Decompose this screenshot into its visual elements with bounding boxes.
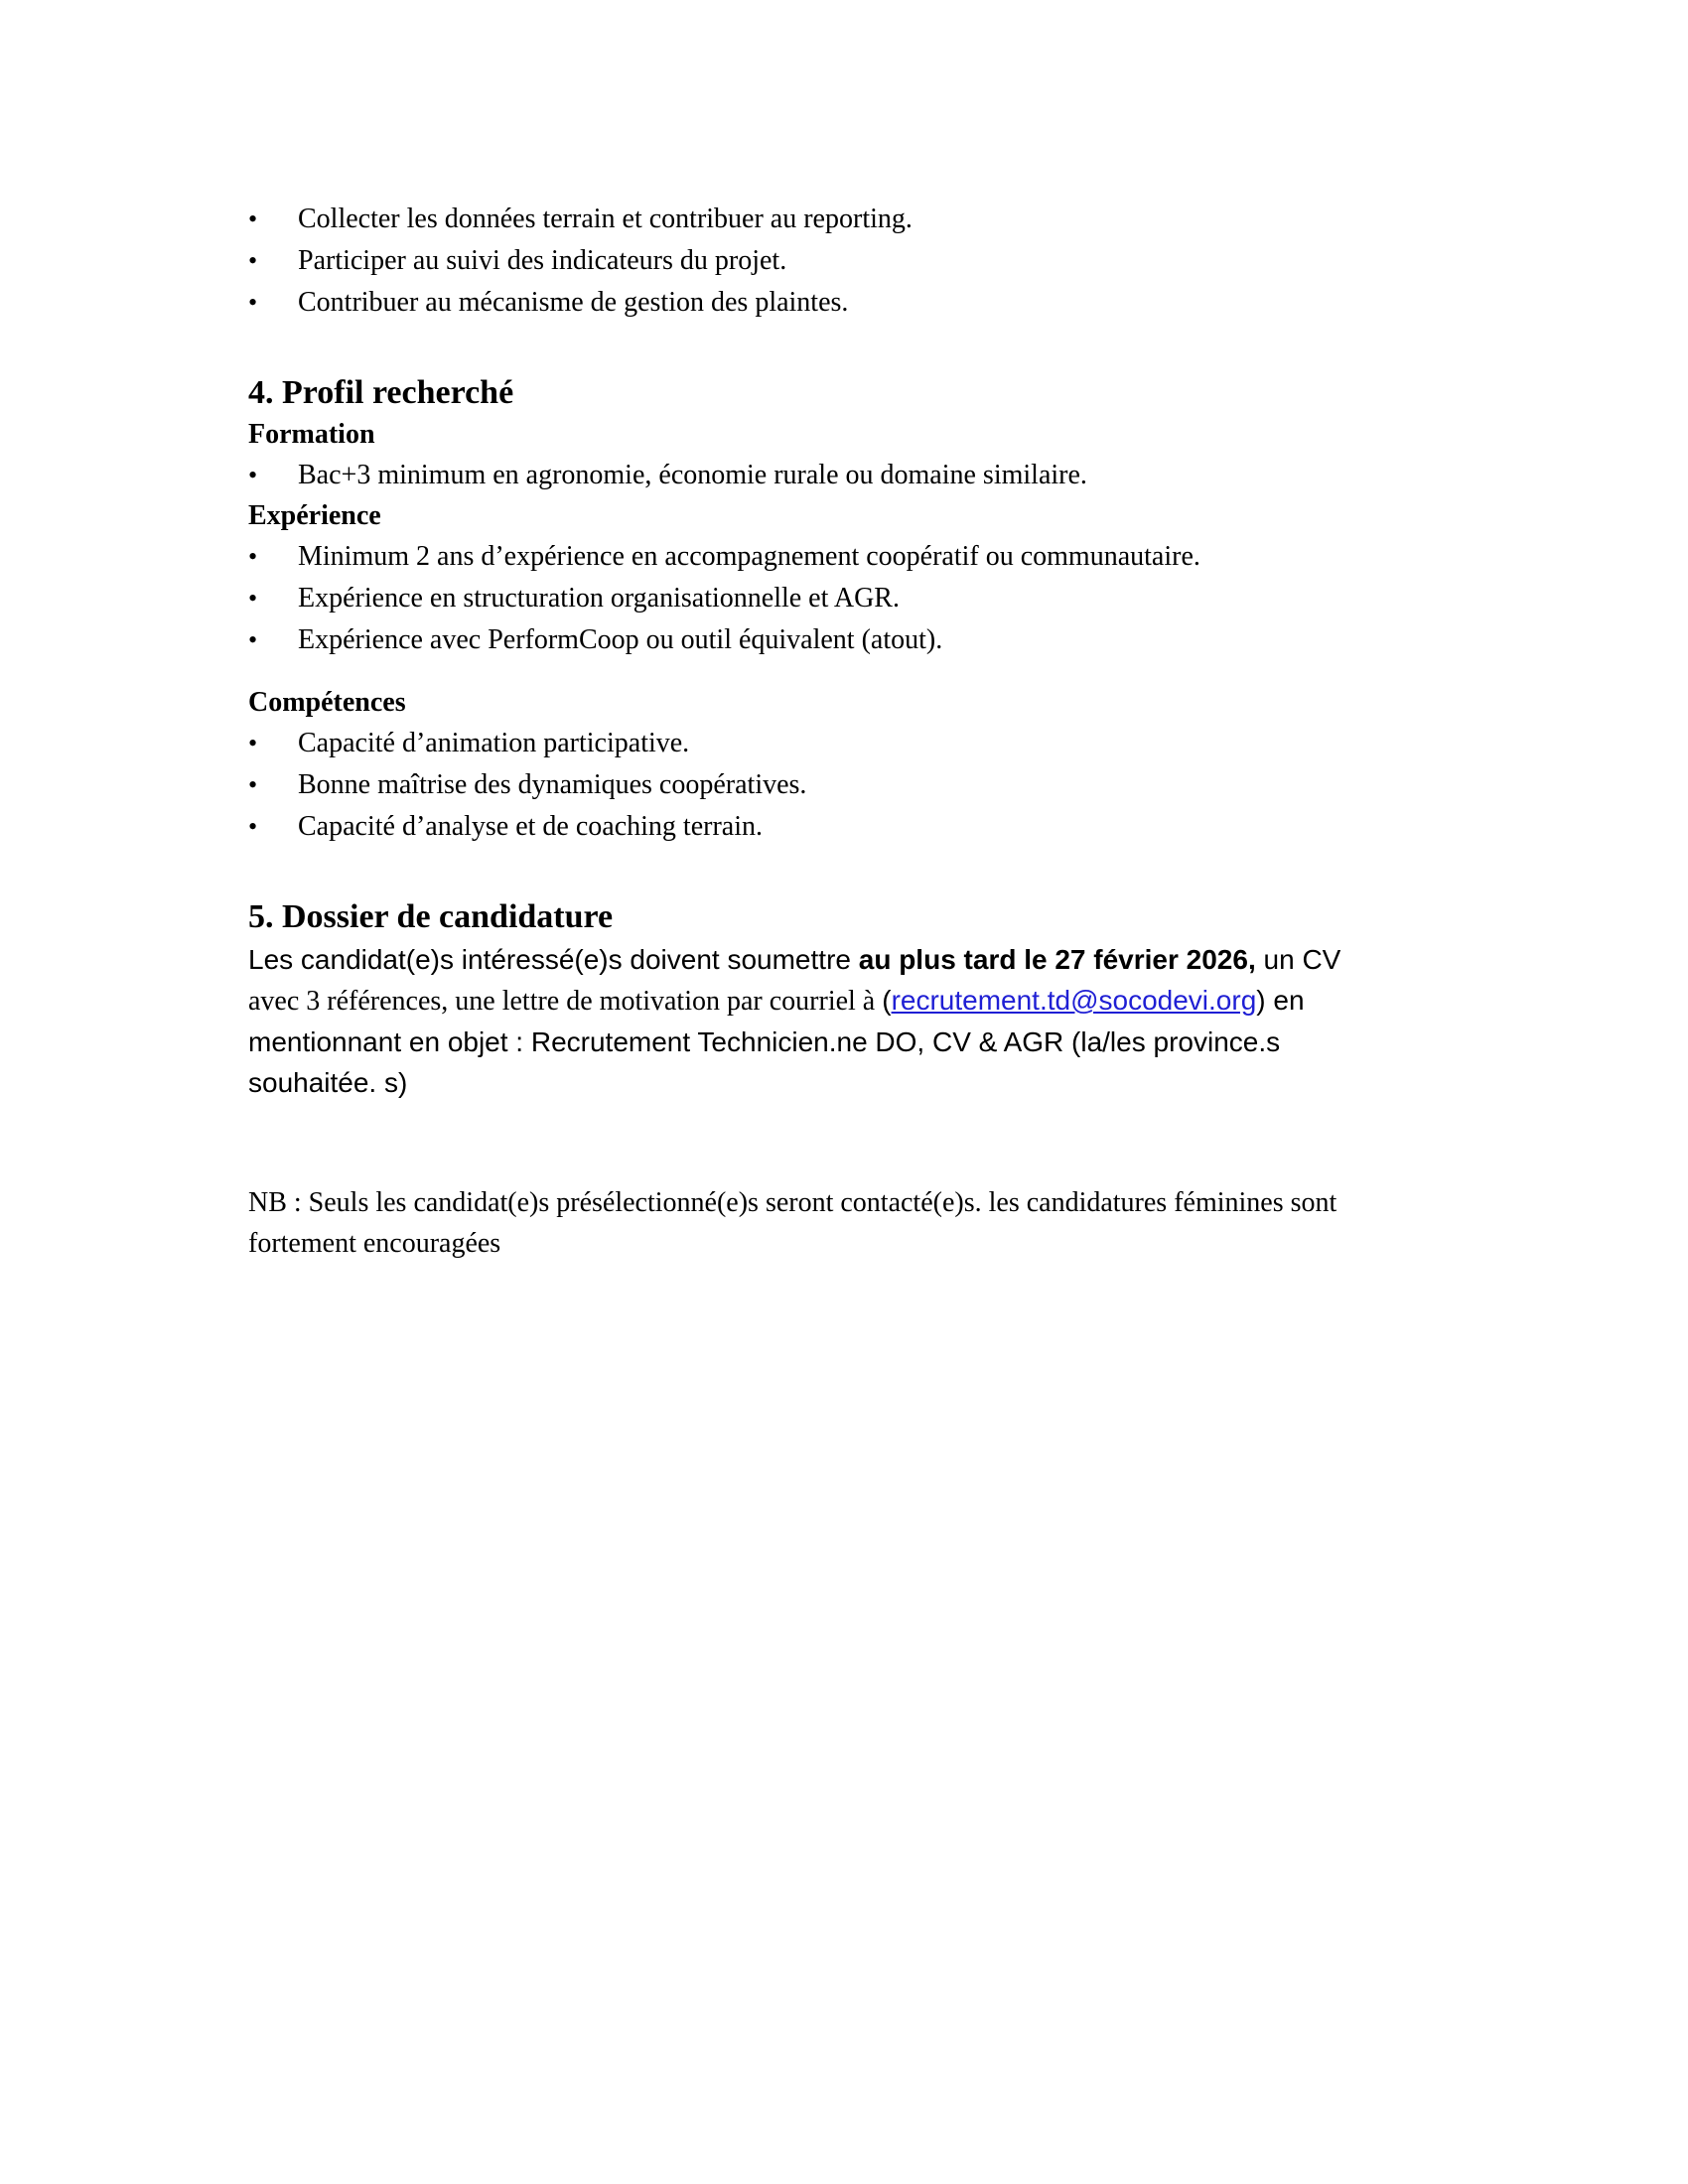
instructions-text: mentionnant en objet : Recrutement Technicien.ne DO, CV & AGR (la/les province.s: [248, 1026, 1281, 1057]
paren-text: (: [882, 985, 892, 1016]
list-item: [248, 282, 1460, 324]
instructions-text: avec 3 références, une lettre de motivation par courriel à: [248, 986, 883, 1017]
bullet-icon: •: [248, 812, 258, 841]
nb-text: fortement encouragées: [248, 1228, 501, 1259]
list-item: [248, 723, 1460, 764]
bullet-icon: •: [248, 288, 258, 317]
bullet-icon: •: [248, 461, 258, 489]
list-item-text: Bac+3 minimum en agronomie, économie rurale ou domaine similaire.: [298, 460, 1087, 490]
bullet-icon: •: [248, 625, 258, 654]
list-item: [248, 199, 1460, 240]
spacer: [248, 661, 1460, 683]
list-item: [248, 619, 1460, 661]
formation-list: [248, 455, 1460, 496]
email-link[interactable]: recrutement.td@socodevi.org: [891, 985, 1257, 1016]
bullet-icon: •: [248, 246, 258, 275]
list-item: [248, 240, 1460, 282]
formation-label: Formation: [248, 419, 375, 450]
list-item: [248, 764, 1460, 806]
list-item-text: Participer au suivi des indicateurs du projet.: [298, 245, 787, 276]
spacer: [248, 1103, 1460, 1182]
list-item-text: Collecter les données terrain et contribuer au reporting.: [298, 204, 913, 234]
section-4-title: 4. Profil recherché: [248, 374, 514, 411]
deadline-text: au plus tard le 27 février 2026,: [858, 944, 1256, 975]
list-item-text: Capacité d’analyse et de coaching terrain.: [298, 811, 763, 842]
competences-list: [248, 723, 1460, 848]
bullet-icon: •: [248, 770, 258, 799]
list-item: [248, 455, 1460, 496]
instructions-text: souhaitée. s): [248, 1067, 408, 1098]
intro-bullet-list: [248, 199, 1460, 324]
section-5-title: 5. Dossier de candidature: [248, 898, 614, 935]
instructions-text: Les candidat(e)s intéressé(e)s doivent soumettre: [248, 944, 859, 975]
list-item-text: Minimum 2 ans d’expérience en accompagnement coopératif ou communautaire.: [298, 541, 1200, 572]
bullet-icon: •: [248, 584, 258, 613]
page-content: [248, 199, 1460, 1264]
bullet-icon: •: [248, 729, 258, 757]
list-item-text: Expérience avec PerformCoop ou outil équivalent (atout).: [298, 624, 943, 655]
list-item: [248, 536, 1460, 578]
list-item: [248, 578, 1460, 619]
nb-note: [248, 1182, 1460, 1264]
list-item: [248, 806, 1460, 848]
application-instructions: [248, 939, 1460, 1103]
experience-label: Expérience: [248, 500, 381, 531]
competences-label: Compétences: [248, 687, 406, 718]
list-item-text: Bonne maîtrise des dynamiques coopératives.: [298, 769, 807, 800]
list-item-text: Expérience en structuration organisationnelle et AGR.: [298, 583, 900, 614]
experience-list: [248, 536, 1460, 661]
spacer: [248, 324, 1460, 371]
bullet-icon: •: [248, 205, 258, 233]
instructions-text: un CV: [1255, 944, 1341, 975]
list-item-text: Contribuer au mécanisme de gestion des plaintes.: [298, 287, 849, 318]
paren-text: ) en: [1256, 985, 1305, 1016]
list-item-text: Capacité d’animation participative.: [298, 728, 690, 758]
bullet-icon: •: [248, 542, 258, 571]
nb-text: NB : Seuls les candidat(e)s présélectionné(e)s seront contacté(e)s. les candidatures féminines sont: [248, 1187, 1337, 1218]
spacer: [248, 848, 1460, 895]
